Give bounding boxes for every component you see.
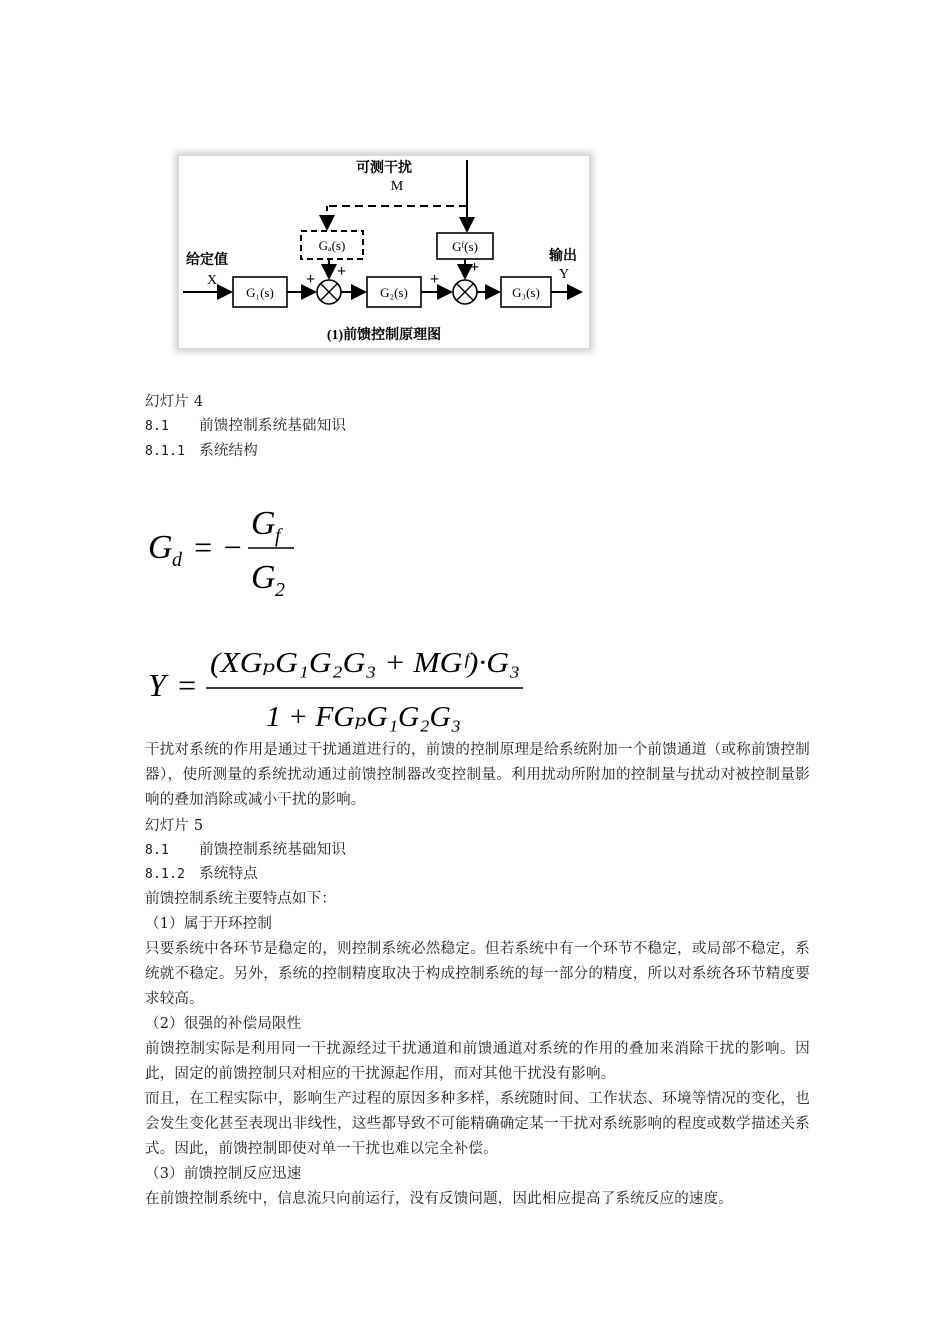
slide-5-label: 幻灯片 5 (145, 818, 204, 834)
svg-text:=: = (176, 667, 198, 703)
sum2-plus-left: + (430, 271, 440, 288)
feedforward-block-diagram (178, 155, 590, 349)
feature-1-text: 只要系统中各环节是稳定的，则控制系统必然稳定。但若系统中有一个环节不稳定，或局部不稳定，系统就不稳定。另外，系统的控制精度取决于构成控制系统的每一部分的精度，所以对系统各环节精度要求较高。 (145, 941, 810, 1007)
diagram-caption: (1)前馈控制原理图 (326, 328, 442, 343)
output-symbol: Y (558, 267, 570, 282)
svg-text:Y: Y (148, 667, 166, 703)
gd-block-label: Gₐ(s) (318, 238, 346, 253)
disturbance-label: 可测干扰 (356, 161, 412, 176)
g2-block-label: G₂(s) (380, 285, 408, 300)
section-number: 8.1 (145, 419, 170, 434)
disturbance-symbol: M (390, 179, 404, 194)
feature-2-text-2: 而且，在工程实际中，影响生产过程的原因多种多样，系统随时间、工作状态、环境等情况的变化，也会发生变化甚至表现出非线性，这些都导致不可能精确确定某一干扰对系统影响的程度或数学描述关系式。因此，前馈控制即使对单一干扰也难以完全补偿。 (145, 1091, 810, 1157)
formula-y (148, 640, 548, 735)
svg-text:1 + FGₚG₁G₂G₃: 1 + FGₚG₁G₂G₃ (266, 702, 461, 733)
feature-3-title: （3）前馈控制反应迅速 (145, 1166, 302, 1182)
section-8-1-2-heading (145, 862, 258, 887)
features-intro: 前馈控制系统主要特点如下： (145, 891, 337, 907)
section-8-1-1-heading (145, 439, 258, 464)
section-title: 系统特点 (199, 866, 258, 882)
section-8-1-heading-2 (145, 838, 346, 863)
svg-text:G: G (251, 559, 276, 596)
formula-gd (148, 500, 328, 605)
section-8-1-heading (145, 414, 346, 439)
feature-3-text: 在前馈控制系统中，信息流只向前运行，没有反馈问题，因此相应提高了系统反应的速度。 (145, 1191, 733, 1207)
slide-4-label: 幻灯片 4 (145, 394, 204, 410)
setpoint-label: 给定值 (186, 253, 228, 268)
svg-text:= −: = − (192, 529, 244, 565)
section-number: 8.1.1 (145, 444, 186, 459)
feature-2-text-1: 前馈控制实际是利用同一干扰源经过干扰通道和前馈通道对系统的作用的叠加来消除干扰的影响。因此，固定的前馈控制只对相应的干扰源起作用，而对其他干扰没有影响。 (145, 1041, 810, 1082)
section-number: 8.1.2 (145, 867, 186, 882)
svg-text:G: G (251, 505, 276, 542)
section-title: 前馈控制系统基础知识 (199, 418, 347, 434)
setpoint-symbol: X (206, 273, 218, 288)
svg-text:2: 2 (275, 579, 285, 601)
section-title: 系统结构 (199, 443, 258, 459)
sum1-plus-left: + (306, 271, 316, 288)
svg-text:(XGₚG₁G₂G₃ + MGᶠ)·G₃: (XGₚG₁G₂G₃ + MGᶠ)·G₃ (210, 648, 520, 679)
section-title: 前馈控制系统基础知识 (199, 842, 347, 858)
g1-block-label: G₁(s) (246, 285, 274, 300)
gf-block-label: Gᶠ(s) (452, 239, 478, 254)
intro-paragraph: 干扰对系统的作用是通过干扰通道进行的，前馈的控制原理是给系统附加一个前馈通道（或称前馈控制器），使所测量的系统扰动通过前馈控制器改变控制量。利用扰动所附加的控制量与扰动对被控制量影响的叠加消除或减小干扰的影响。 (145, 742, 810, 808)
feature-2-title: （2）很强的补偿局限性 (145, 1016, 302, 1032)
sum2-plus-top: + (470, 259, 480, 276)
g3-block-label: G₃(s) (512, 285, 540, 300)
feature-1-title: （1）属于开环控制 (145, 916, 273, 932)
svg-text:G: G (148, 529, 173, 566)
sum1-plus-top: + (337, 263, 347, 280)
output-label: 输出 (549, 249, 577, 264)
svg-text:f: f (275, 525, 281, 547)
section-number: 8.1 (145, 843, 170, 858)
svg-text:d: d (172, 549, 182, 571)
